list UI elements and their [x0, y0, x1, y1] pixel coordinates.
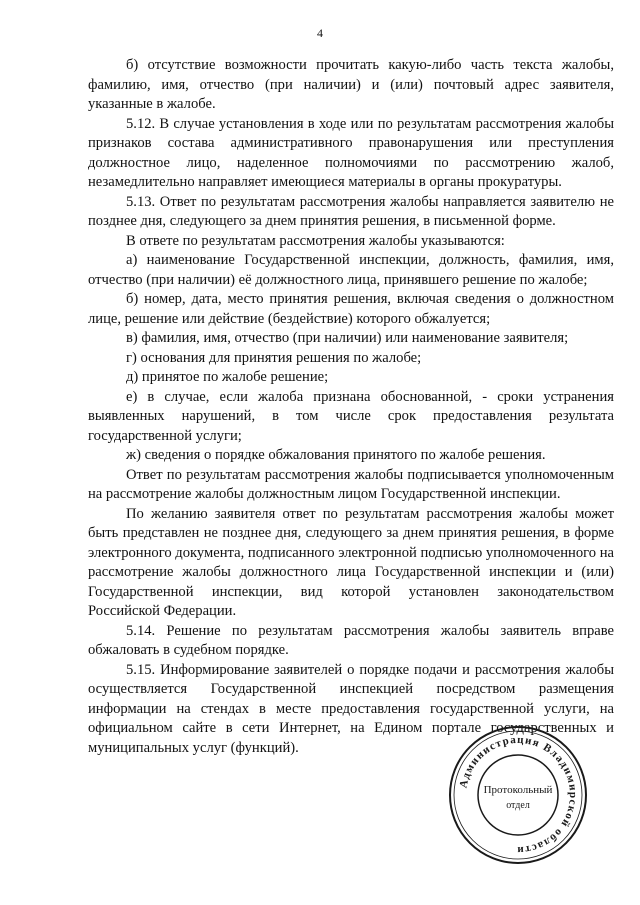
paragraph: б) отсутствие возможности прочитать какую-либо часть текста жалобы, фамилию, имя, отчество (при наличии) и (или) почтовый адрес заявителя, указанные в жалобе. — [88, 57, 614, 112]
paragraph: а) наименование Государственной инспекции, должность, фамилия, имя, отчество (при наличии) её должностного лица, принявшего решение по жалобе; — [88, 252, 614, 288]
page-number: 4 — [317, 26, 323, 40]
paragraph: 5.14. Решение по результатам рассмотрения жалобы заявитель вправе обжаловать в судебном порядке. — [88, 622, 614, 658]
paragraph: б) номер, дата, место принятия решения, включая сведения о должностном лице, решение или действие (бездействие) которого обжалуется; — [88, 291, 614, 327]
stamp-center-line1: Протокольный — [483, 784, 553, 796]
paragraph: г) основания для принятия решения по жалобе; — [126, 349, 422, 366]
paragraph: в) фамилия, имя, отчество (при наличии) или наименование заявителя; — [126, 330, 569, 346]
paragraph: ж) сведения о порядке обжалования принятого по жалобе решения. — [126, 447, 546, 463]
paragraph: е) в случае, если жалоба признана обоснованной, - сроки устранения выявленных нарушений, в том числе срок предоставления результата государственной услуги; — [88, 388, 614, 444]
paragraph: 5.13. Ответ по результатам рассмотрения жалобы направляется заявителю не позднее дня, следующего за днем принятия решения, в письменной форме. — [88, 193, 614, 229]
paragraph: По желанию заявителя ответ по результатам рассмотрения жалобы может быть представлен не позднее дня, следующего за днем принятия решения, в форме электронного документа, подписанного электронной подписью уполномоченного на рассмотрение жалобы должностного лица Государственной инспекции и (или) Государственной инспекции, вид которой установлен законодательством Российской Федерации. — [88, 505, 614, 619]
paragraph: 5.12. В случае установления в ходе или по результатам рассмотрения жалобы признаков состава административного правонарушения или преступления должностное лицо, наделенное полномочиями по рассмотрению жалоб, незамедлительно направляет имеющиеся материалы в органы прокуратуры. — [88, 115, 614, 190]
stamp-ring-text: Администрация Владимирской области — [457, 733, 580, 857]
paragraph: В ответе по результатам рассмотрения жалобы указываются: — [126, 232, 505, 249]
official-stamp — [443, 720, 593, 870]
paragraph: 5.15. Информирование заявителей о порядке подачи и рассмотрения жалобы осуществляется Государственной инспекцией посредством размещения информации на стендах в месте предоставления государственной услуги, на официальном сайте в сети Интернет, на Едином портале государственных и муниципальных услуг (функций). — [88, 661, 614, 756]
paragraph: д) принятое по жалобе решение; — [126, 369, 329, 385]
paragraph: Ответ по результатам рассмотрения жалобы подписывается уполномоченным на рассмотрение жалобы должностным лицом Государственной инспекции. — [88, 466, 614, 502]
document-body — [88, 56, 614, 758]
stamp-center-line2: отдел — [506, 800, 530, 811]
